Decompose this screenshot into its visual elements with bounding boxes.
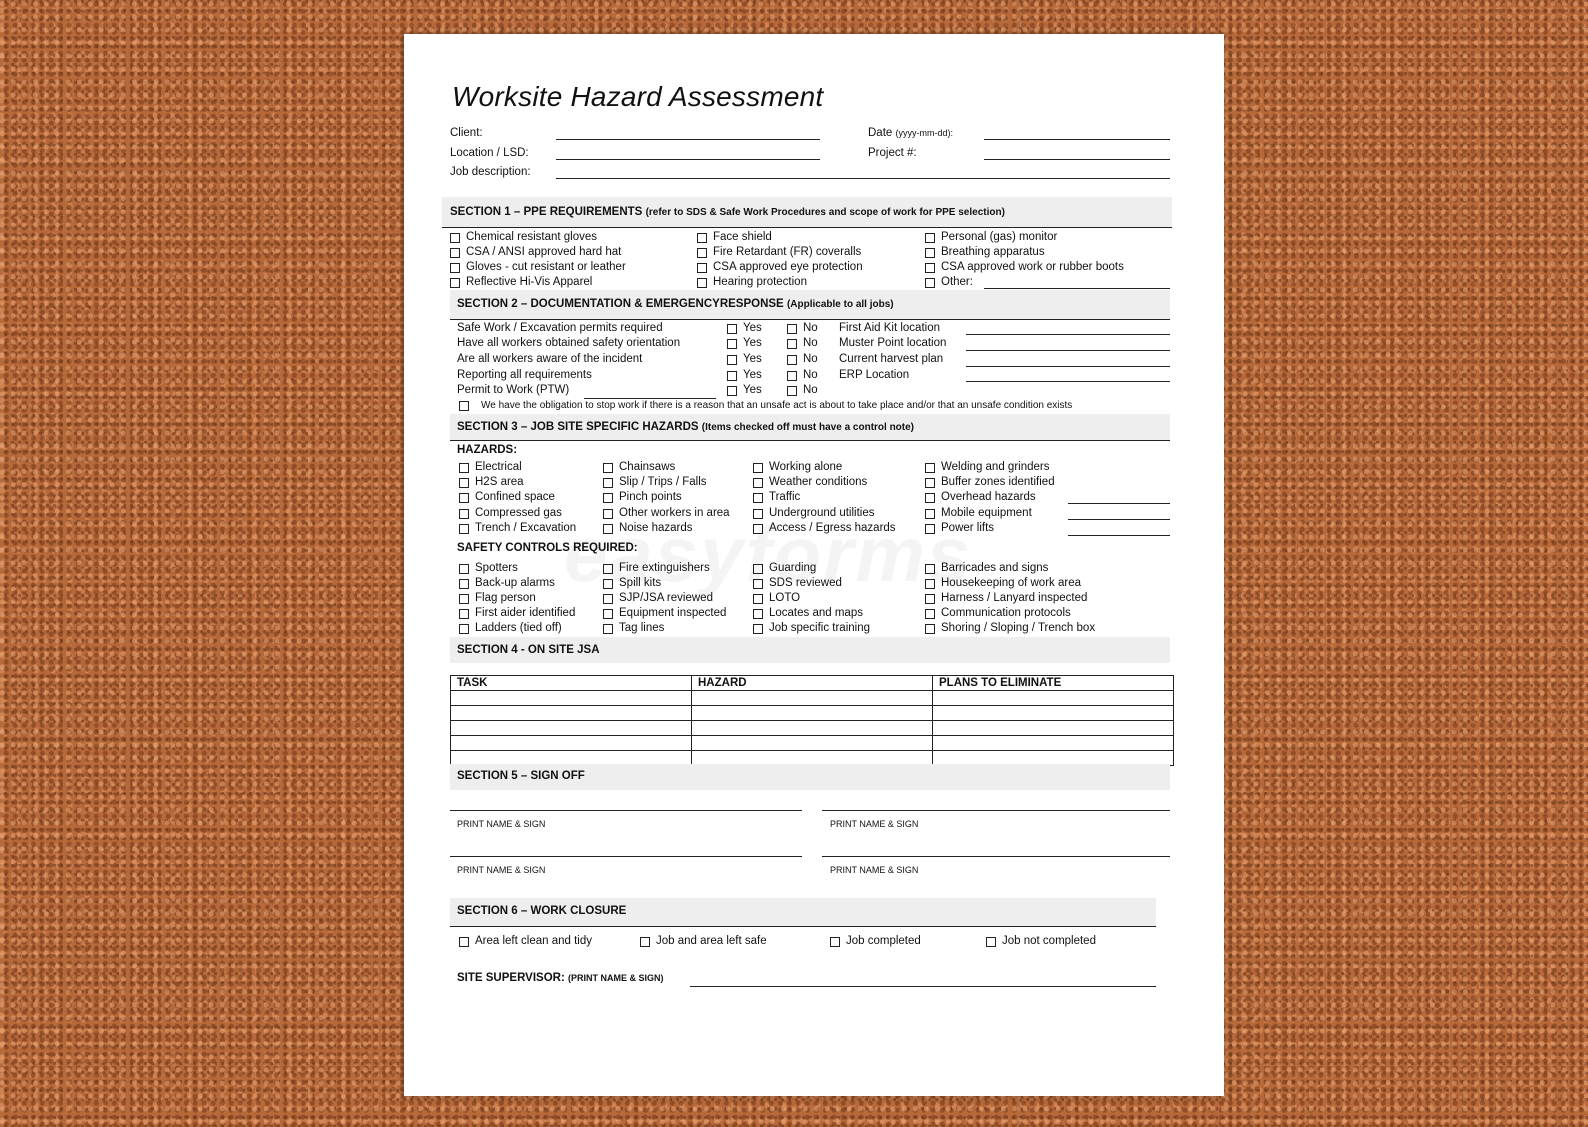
control-checkbox[interactable]: Spotters bbox=[459, 562, 518, 575]
closure-checkbox[interactable]: Job and area left safe bbox=[640, 935, 767, 948]
hazard-checkbox[interactable]: Mobile equipment bbox=[925, 507, 1032, 520]
job-description-label: Job description: bbox=[450, 166, 531, 178]
hazard-checkbox[interactable]: Power lifts bbox=[925, 522, 994, 535]
ppe-checkbox[interactable]: CSA approved work or rubber boots bbox=[925, 261, 1124, 274]
first-aid-label: First Aid Kit location bbox=[839, 322, 940, 334]
closure-checkbox[interactable]: Job not completed bbox=[986, 935, 1096, 948]
table-row bbox=[451, 691, 1174, 706]
supervisor-label: SITE SUPERVISOR: (PRINT NAME & SIGN) bbox=[457, 972, 664, 984]
section2-title: SECTION 2 – DOCUMENTATION & EMERGENCYRESPONSE (Applicable to all jobs) bbox=[457, 298, 894, 310]
no-checkbox[interactable]: No bbox=[787, 353, 818, 366]
client-label: Client: bbox=[450, 127, 483, 139]
yes-checkbox[interactable]: Yes bbox=[727, 369, 762, 382]
table-row bbox=[451, 736, 1174, 751]
jsa-cell[interactable] bbox=[692, 721, 933, 736]
project-label: Project #: bbox=[868, 147, 917, 159]
location-field[interactable] bbox=[556, 159, 820, 160]
hazard-checkbox[interactable]: Overhead hazards bbox=[925, 491, 1036, 504]
ppe-checkbox[interactable]: Reflective Hi-Vis Apparel bbox=[450, 276, 592, 289]
doc-question: Reporting all requirements bbox=[457, 369, 592, 381]
yes-checkbox[interactable]: Yes bbox=[727, 337, 762, 350]
control-checkbox[interactable]: Shoring / Sloping / Trench box bbox=[925, 622, 1095, 635]
control-checkbox[interactable]: Tag lines bbox=[603, 622, 664, 635]
control-checkbox[interactable]: Job specific training bbox=[753, 622, 870, 635]
hazard-checkbox[interactable]: Underground utilities bbox=[753, 507, 874, 520]
section6-title: SECTION 6 – WORK CLOSURE bbox=[457, 905, 627, 917]
jsa-cell[interactable] bbox=[933, 691, 1174, 706]
hazard-checkbox[interactable]: Chainsaws bbox=[603, 461, 675, 474]
hazard-checkbox[interactable]: Access / Egress hazards bbox=[753, 522, 896, 535]
control-checkbox[interactable]: Locates and maps bbox=[753, 607, 863, 620]
yes-checkbox[interactable]: Yes bbox=[727, 384, 762, 397]
jsa-cell[interactable] bbox=[692, 706, 933, 721]
harvest-plan-field[interactable] bbox=[966, 366, 1170, 367]
closure-checkbox[interactable]: Job completed bbox=[830, 935, 921, 948]
hazard-checkbox[interactable]: Slip / Trips / Falls bbox=[603, 476, 707, 489]
hazard-checkbox[interactable]: Trench / Excavation bbox=[459, 522, 576, 535]
section4-title: SECTION 4 - ON SITE JSA bbox=[457, 644, 600, 656]
hazard-checkbox[interactable]: Electrical bbox=[459, 461, 522, 474]
control-checkbox[interactable]: Communication protocols bbox=[925, 607, 1071, 620]
signature-line[interactable] bbox=[450, 810, 802, 811]
muster-point-label: Muster Point location bbox=[839, 337, 947, 349]
jsa-cell[interactable] bbox=[451, 736, 692, 751]
jsa-cell[interactable] bbox=[451, 706, 692, 721]
ppe-other-field[interactable] bbox=[984, 288, 1170, 289]
section5-title: SECTION 5 – SIGN OFF bbox=[457, 770, 585, 782]
jsa-cell[interactable] bbox=[451, 691, 692, 706]
hazard-checkbox[interactable]: H2S area bbox=[459, 476, 524, 489]
yes-checkbox[interactable]: Yes bbox=[727, 322, 762, 335]
sign-label: PRINT NAME & SIGN bbox=[457, 865, 546, 875]
ppe-other-checkbox[interactable]: Other: bbox=[925, 276, 973, 289]
other-hazard-field[interactable] bbox=[1068, 535, 1170, 536]
sign-label: PRINT NAME & SIGN bbox=[830, 865, 919, 875]
control-checkbox[interactable]: Barricades and signs bbox=[925, 562, 1048, 575]
hazard-checkbox[interactable]: Traffic bbox=[753, 491, 800, 504]
no-checkbox[interactable]: No bbox=[787, 369, 818, 382]
ppe-checkbox[interactable]: Gloves - cut resistant or leather bbox=[450, 261, 626, 274]
jsa-cell[interactable] bbox=[933, 736, 1174, 751]
table-row bbox=[451, 721, 1174, 736]
hazard-checkbox[interactable]: Confined space bbox=[459, 491, 555, 504]
sign-label: PRINT NAME & SIGN bbox=[457, 819, 546, 829]
control-checkbox[interactable]: Back-up alarms bbox=[459, 577, 555, 590]
jsa-table bbox=[450, 675, 1174, 766]
hazard-checkbox[interactable]: Weather conditions bbox=[753, 476, 867, 489]
control-checkbox[interactable]: Guarding bbox=[753, 562, 816, 575]
location-label: Location / LSD: bbox=[450, 147, 529, 159]
section3-rule bbox=[450, 440, 1170, 441]
safety-controls-heading: SAFETY CONTROLS REQUIRED: bbox=[457, 542, 638, 554]
closure-checkbox[interactable]: Area left clean and tidy bbox=[459, 935, 592, 948]
ppe-checkbox[interactable]: Fire Retardant (FR) coveralls bbox=[697, 246, 861, 259]
muster-point-field[interactable] bbox=[966, 350, 1170, 351]
hazard-checkbox[interactable]: Other workers in area bbox=[603, 507, 730, 520]
hazard-checkbox[interactable]: Welding and grinders bbox=[925, 461, 1049, 474]
signature-line[interactable] bbox=[822, 856, 1170, 857]
hazard-checkbox[interactable]: Compressed gas bbox=[459, 507, 562, 520]
section2-rule bbox=[450, 319, 1170, 320]
hazard-checkbox[interactable]: Working alone bbox=[753, 461, 842, 474]
other-hazard-field[interactable] bbox=[1068, 519, 1170, 520]
jsa-cell[interactable] bbox=[933, 721, 1174, 736]
control-checkbox[interactable]: Spill kits bbox=[603, 577, 661, 590]
ppe-checkbox[interactable]: CSA approved eye protection bbox=[697, 261, 863, 274]
signature-line[interactable] bbox=[450, 856, 802, 857]
section1-title: SECTION 1 – PPE REQUIREMENTS (refer to SDS & Safe Work Procedures and scope of work for PPE selection) bbox=[450, 206, 1005, 218]
date-label: Date (yyyy-mm-dd): bbox=[868, 127, 953, 139]
ppe-checkbox[interactable]: Personal (gas) monitor bbox=[925, 231, 1057, 244]
jsa-cell[interactable] bbox=[692, 691, 933, 706]
control-checkbox[interactable]: Ladders (tied off) bbox=[459, 622, 562, 635]
signature-line[interactable] bbox=[822, 810, 1170, 811]
other-hazard-field[interactable] bbox=[1068, 503, 1170, 504]
hazard-checkbox[interactable]: Noise hazards bbox=[603, 522, 693, 535]
jsa-cell[interactable] bbox=[692, 736, 933, 751]
yes-checkbox[interactable]: Yes bbox=[727, 353, 762, 366]
date-field[interactable] bbox=[984, 139, 1170, 140]
hazards-heading: HAZARDS: bbox=[457, 444, 518, 456]
sign-label: PRINT NAME & SIGN bbox=[830, 819, 919, 829]
ppe-checkbox[interactable]: CSA / ANSI approved hard hat bbox=[450, 246, 621, 259]
control-checkbox[interactable]: Flag person bbox=[459, 592, 536, 605]
job-description-field[interactable] bbox=[556, 178, 1170, 179]
doc-question: Have all workers obtained safety orientation bbox=[457, 337, 681, 349]
ppe-checkbox[interactable]: Hearing protection bbox=[697, 276, 807, 289]
jsa-header-task: TASK bbox=[451, 676, 692, 691]
jsa-header-plans: PLANS TO ELIMINATE bbox=[933, 676, 1174, 691]
no-checkbox[interactable]: No bbox=[787, 384, 818, 397]
project-field[interactable] bbox=[984, 159, 1170, 160]
doc-question: Are all workers aware of the incident bbox=[457, 353, 643, 365]
supervisor-signature-line[interactable] bbox=[690, 986, 1156, 987]
no-checkbox[interactable]: No bbox=[787, 337, 818, 350]
form-sheet bbox=[404, 34, 1224, 1096]
jsa-header-hazard: HAZARD bbox=[692, 676, 933, 691]
erp-location-field[interactable] bbox=[966, 381, 1170, 382]
ppe-checkbox[interactable]: Breathing apparatus bbox=[925, 246, 1045, 259]
control-checkbox[interactable]: Housekeeping of work area bbox=[925, 577, 1081, 590]
no-checkbox[interactable]: No bbox=[787, 322, 818, 335]
ppe-checkbox[interactable]: Chemical resistant gloves bbox=[450, 231, 597, 244]
doc-question: Safe Work / Excavation permits required bbox=[457, 322, 663, 334]
table-row bbox=[451, 706, 1174, 721]
erp-location-label: ERP Location bbox=[839, 369, 910, 381]
form-title: Worksite Hazard Assessment bbox=[452, 81, 824, 112]
control-checkbox[interactable]: Harness / Lanyard inspected bbox=[925, 592, 1087, 605]
section3-title: SECTION 3 – JOB SITE SPECIFIC HAZARDS (Items checked off must have a control note) bbox=[457, 421, 915, 433]
control-checkbox[interactable]: LOTO bbox=[753, 592, 800, 605]
control-checkbox[interactable]: SJP/JSA reviewed bbox=[603, 592, 713, 605]
harvest-plan-label: Current harvest plan bbox=[839, 353, 944, 365]
jsa-cell[interactable] bbox=[451, 721, 692, 736]
doc-question: Permit to Work (PTW) bbox=[457, 384, 570, 396]
ppe-checkbox[interactable]: Face shield bbox=[697, 231, 772, 244]
hazard-checkbox[interactable]: Buffer zones identified bbox=[925, 476, 1055, 489]
section1-rule bbox=[442, 227, 1172, 228]
first-aid-field[interactable] bbox=[966, 334, 1170, 335]
client-field[interactable] bbox=[556, 139, 820, 140]
stop-work-checkbox[interactable]: We have the obligation to stop work if there is a reason that an unsafe act is about to take place and/or that an unsafe condition exists bbox=[459, 399, 1072, 412]
section6-rule bbox=[450, 926, 1156, 927]
hazard-checkbox[interactable]: Pinch points bbox=[603, 491, 682, 504]
control-checkbox[interactable]: First aider identified bbox=[459, 607, 575, 620]
jsa-cell[interactable] bbox=[933, 706, 1174, 721]
control-checkbox[interactable]: Equipment inspected bbox=[603, 607, 726, 620]
control-checkbox[interactable]: Fire extinguishers bbox=[603, 562, 710, 575]
control-checkbox[interactable]: SDS reviewed bbox=[753, 577, 842, 590]
